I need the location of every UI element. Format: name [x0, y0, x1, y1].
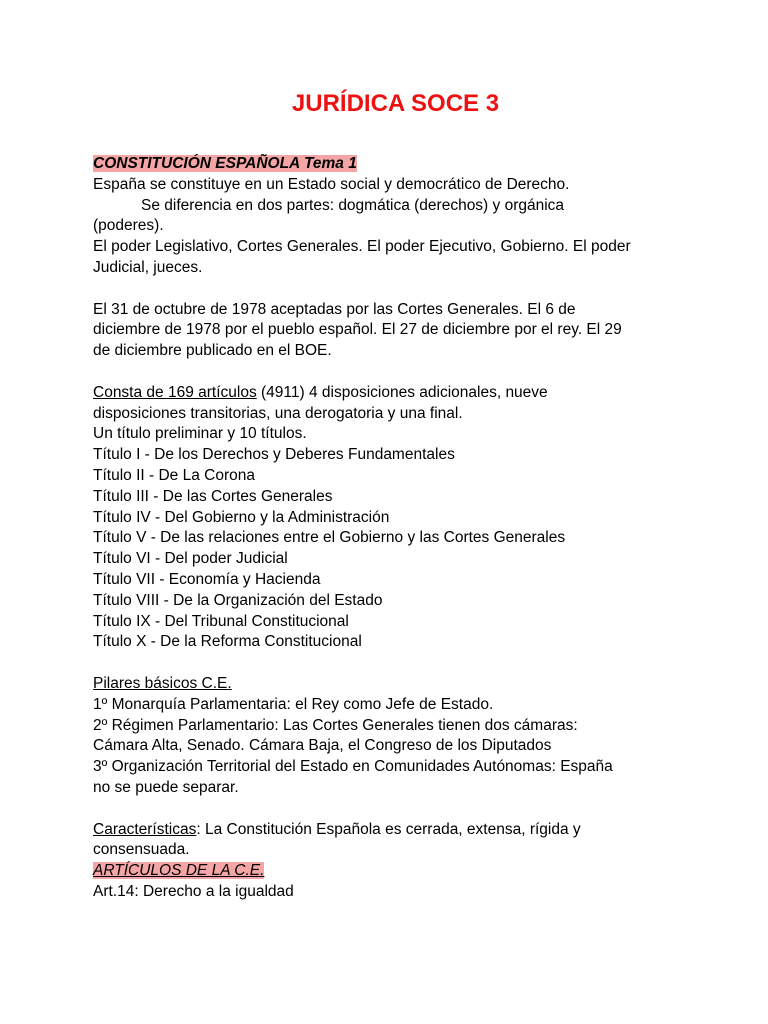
spacer	[93, 279, 708, 300]
titulo-item: Título II - De La Corona	[93, 466, 255, 484]
caracteristicas-line-1	[93, 820, 708, 841]
structure-line-2: disposiciones transitorias, una derogatoria y una final.	[93, 404, 463, 422]
caracteristicas-paragraph	[93, 820, 708, 903]
section-constitucion	[93, 154, 708, 279]
caracteristicas-rest: : La Constitución Española es cerrada, extensa, rígida y	[196, 820, 581, 838]
pilar-line: Cámara Alta, Senado. Cámara Baja, el Congreso de los Diputados	[93, 737, 552, 755]
pilares-paragraph	[93, 674, 708, 799]
caracteristicas-line-2: consensuada.	[93, 841, 190, 859]
structure-line-3: Un título preliminar y 10 títulos.	[93, 425, 307, 443]
titulo-item: Título VIII - De la Organización del Estado	[93, 591, 383, 609]
pilares-heading: Pilares básicos C.E.	[93, 674, 232, 692]
articulos-heading: ARTÍCULOS DE LA C.E.	[93, 862, 265, 880]
dates-line-2: diciembre de 1978 por el pueblo español. El 27 de diciembre por el rey. El 29	[93, 321, 622, 339]
structure-line-1	[93, 383, 708, 404]
dates-line-3: de diciembre publicado en el BOE.	[93, 342, 332, 360]
articulo-line-1: Art.14: Derecho a la igualdad	[93, 882, 294, 900]
pilares-heading-line	[93, 674, 708, 695]
pilar-line: 2º Régimen Parlamentario: Las Cortes Generales tienen dos cámaras:	[93, 716, 578, 734]
titulo-item: Título V - De las relaciones entre el Gobierno y las Cortes Generales	[93, 529, 566, 547]
dates-paragraph	[93, 300, 708, 362]
pilar-line: no se puede separar.	[93, 778, 239, 796]
titulo-item: Título I - De los Derechos y Deberes Fundamentales	[93, 446, 455, 464]
pilar-line: 1º Monarquía Parlamentaria: el Rey como Jefe de Estado.	[93, 695, 494, 713]
structure-paragraph	[93, 383, 708, 653]
intro-line-2: Se diferencia en dos partes: dogmática (derechos) y orgánica	[141, 196, 565, 214]
pilar-line: 3º Organización Territorial del Estado en Comunidades Autónomas: España	[93, 758, 613, 776]
spacer	[93, 653, 708, 674]
articulos-heading-line	[93, 861, 708, 882]
titulo-item: Título IX - Del Tribunal Constitucional	[93, 612, 349, 630]
caracteristicas-label: Características	[93, 820, 197, 838]
intro-line-5: Judicial, jueces.	[93, 258, 203, 276]
intro-line-4: El poder Legislativo, Cortes Generales. El poder Ejecutivo, Gobierno. El poder	[93, 238, 631, 256]
structure-rest: (4911) 4 disposiciones adicionales, nueve	[256, 383, 548, 401]
spacer	[93, 799, 708, 820]
spacer	[93, 362, 708, 383]
document-title: JURÍDICA SOCE 3	[291, 90, 500, 117]
titulo-item: Título VI - Del poder Judicial	[93, 550, 288, 568]
dates-line-1: El 31 de octubre de 1978 aceptadas por las Cortes Generales. El 6 de	[93, 300, 576, 318]
titulo-item: Título X - De la Reforma Constitucional	[93, 633, 362, 651]
titulo-item: Título IV - Del Gobierno y la Administración	[93, 508, 390, 526]
titulo-item: Título VII - Economía y Hacienda	[93, 570, 321, 588]
intro-line-3: (poderes).	[93, 217, 164, 235]
titulo-item: Título III - De las Cortes Generales	[93, 487, 333, 505]
intro-line-1: España se constituye en un Estado social y democrático de Derecho.	[93, 175, 570, 193]
structure-underlined: Consta de 169 artículos	[93, 383, 257, 401]
section-heading: CONSTITUCIÓN ESPAÑOLA Tema 1	[93, 155, 357, 172]
section-heading-line	[93, 154, 708, 175]
